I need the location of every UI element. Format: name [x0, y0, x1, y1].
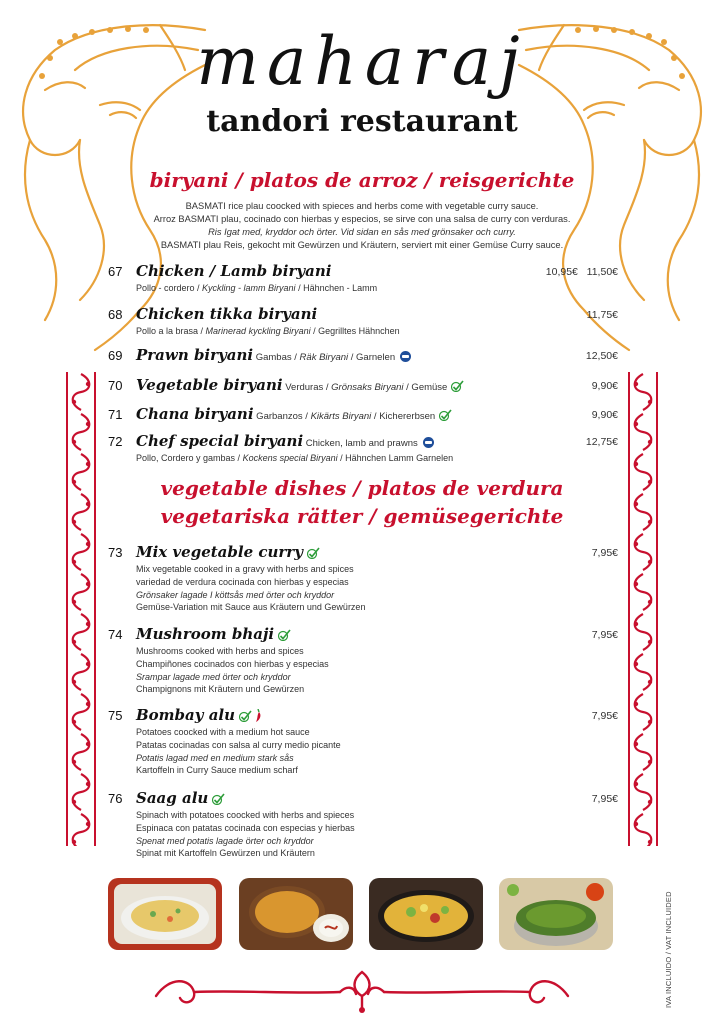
item-price: 9,90€ [591, 409, 618, 421]
intro-line-de: BASMATI plau Reis, gekocht mit Gewürzen und Kräutern, serviert mit einer Gemüse Curry sauce. [160, 240, 564, 250]
right-ornament-border [628, 372, 658, 846]
menu-item-71 [108, 405, 618, 425]
item-description: Pollo a la brasa / Marinerad kyckling Biryani / Gegrilltes Hähnchen [136, 326, 400, 336]
left-ornament-border [66, 372, 96, 846]
item-description: Pollo - cordero / Kyckling - lamm Biryani / Hähnchen - Lamm [136, 283, 378, 293]
item-price: 7,95€ [591, 547, 618, 559]
veg-leaf-icon [307, 547, 320, 559]
menu-item-69 [108, 346, 618, 366]
item-description: Mix vegetable cooked in a gravy with herbs and spices variedad de verdura cocinada con hierbas y especias Grönsaker lagade I köttsås med örter och kryddor Gemüse-Variation mit Sauce aus Kräutern und Gewürzen [136, 564, 366, 613]
menu-item-68 [108, 305, 618, 338]
item-name: Prawn biryani Gambas / Räk Biryani / Garnelen [136, 346, 411, 364]
item-price: 7,95€ [591, 629, 618, 641]
intro-line-sv: Ris Igat med, kryddor och örter. Vid sidan en sås med grönsaker och curry. [208, 227, 516, 237]
menu-item-73 [108, 543, 618, 614]
item-number: 69 [108, 348, 123, 363]
restaurant-name: maharaj [196, 23, 528, 100]
item-price: 11,75€ [586, 309, 618, 321]
photo-vegetable-curry [369, 878, 483, 950]
item-name: Chicken / Lamb biryani [136, 262, 332, 280]
item-number: 67 [108, 264, 123, 279]
biryani-intro [100, 200, 624, 252]
item-name: Chicken tikka biryani [136, 305, 318, 323]
menu-item-67 [108, 262, 618, 295]
veg-leaf-icon [439, 409, 452, 421]
item-prices [546, 266, 618, 278]
seafood-icon [400, 351, 411, 362]
item-price-2: 11,50€ [586, 266, 618, 278]
item-price: 7,95€ [591, 793, 618, 805]
item-name: Vegetable biryani Verduras / Grönsaks Biryani / Gemüse [136, 376, 464, 394]
photo-chana-curry [239, 878, 353, 950]
item-number: 70 [108, 378, 123, 393]
intro-line-es: Arroz BASMATI plau, cocinado con hierbas y especios, se sirve con una salsa de curry con verduras. [153, 214, 571, 224]
item-name: Saag alu [136, 789, 225, 807]
seafood-icon [423, 437, 434, 448]
item-name: Mushroom bhaji [136, 625, 291, 643]
item-number: 75 [108, 708, 123, 723]
veg-leaf-icon [212, 793, 225, 805]
item-price: 12,50€ [585, 350, 618, 362]
menu-item-74 [108, 625, 618, 696]
item-number: 76 [108, 791, 123, 806]
photo-biryani-plate [108, 878, 222, 950]
item-price: 9,90€ [591, 380, 618, 392]
menu-item-76 [108, 789, 618, 860]
veg-section-title-1: vegetable dishes / platos de verdura [160, 476, 564, 500]
item-description: Pollo, Cordero y gambas / Kockens special Biryani / Hähnchen Lamm Garnelen [136, 453, 454, 463]
veg-leaf-icon [278, 629, 291, 641]
item-number: 71 [108, 407, 123, 422]
item-number: 68 [108, 307, 123, 322]
item-name: Chef special biryani Chicken, lamb and prawns [136, 432, 434, 450]
chili-icon [254, 709, 262, 723]
menu-item-72 [108, 432, 618, 465]
item-name: Bombay alu [136, 706, 262, 724]
veg-section-title-2: vegetariska rätter / gemüsegerichte [160, 504, 564, 528]
menu-item-75 [108, 706, 618, 777]
item-price: 12,75€ [585, 436, 618, 448]
photo-saag-alu [499, 878, 613, 950]
item-description: Mushrooms cooked with herbs and spices Champiñones cocinados con hierbas y especias Srampar lagade med örter och kryddor Champignons mit Kräutern und Gewürzen [136, 646, 329, 695]
menu-item-70 [108, 376, 618, 396]
biryani-section-title: biryani / platos de arroz / reisgerichte [149, 168, 575, 192]
intro-line-en: BASMATI rice plau coocked with spieces and herbs come with vegetable curry sauce. [185, 201, 539, 211]
item-number: 73 [108, 545, 123, 560]
item-price: 10,95€ [545, 266, 578, 278]
restaurant-subtitle: tandori restaurant [206, 104, 518, 139]
item-price: 7,95€ [591, 710, 618, 722]
bottom-ornament [150, 966, 574, 1014]
item-number: 74 [108, 627, 123, 642]
item-name: Chana biryani Garbanzos / Kikärts Biryani / Kichererbsen [136, 405, 452, 423]
vat-note: IVA INCLUIDO / VAT INCLUIDED [664, 891, 673, 1008]
item-name: Mix vegetable curry [136, 543, 320, 561]
veg-leaf-icon [451, 380, 464, 392]
item-number: 72 [108, 434, 123, 449]
item-description: Spinach with potatoes coocked with herbs and spieces Espinaca con patatas cocinada con especias y hierbas Spenat med potatis lagade örter och kryddor Spinat mit Kartoffeln Gewürzen und Kräutern [136, 810, 355, 859]
item-description: Potatoes coocked with a medium hot sauce Patatas cocinadas con salsa al curry medio picante Potatis lagad med en medium stark sås Kartoffeln in Curry Sauce medium scharf [136, 727, 341, 776]
veg-leaf-icon [239, 710, 252, 722]
